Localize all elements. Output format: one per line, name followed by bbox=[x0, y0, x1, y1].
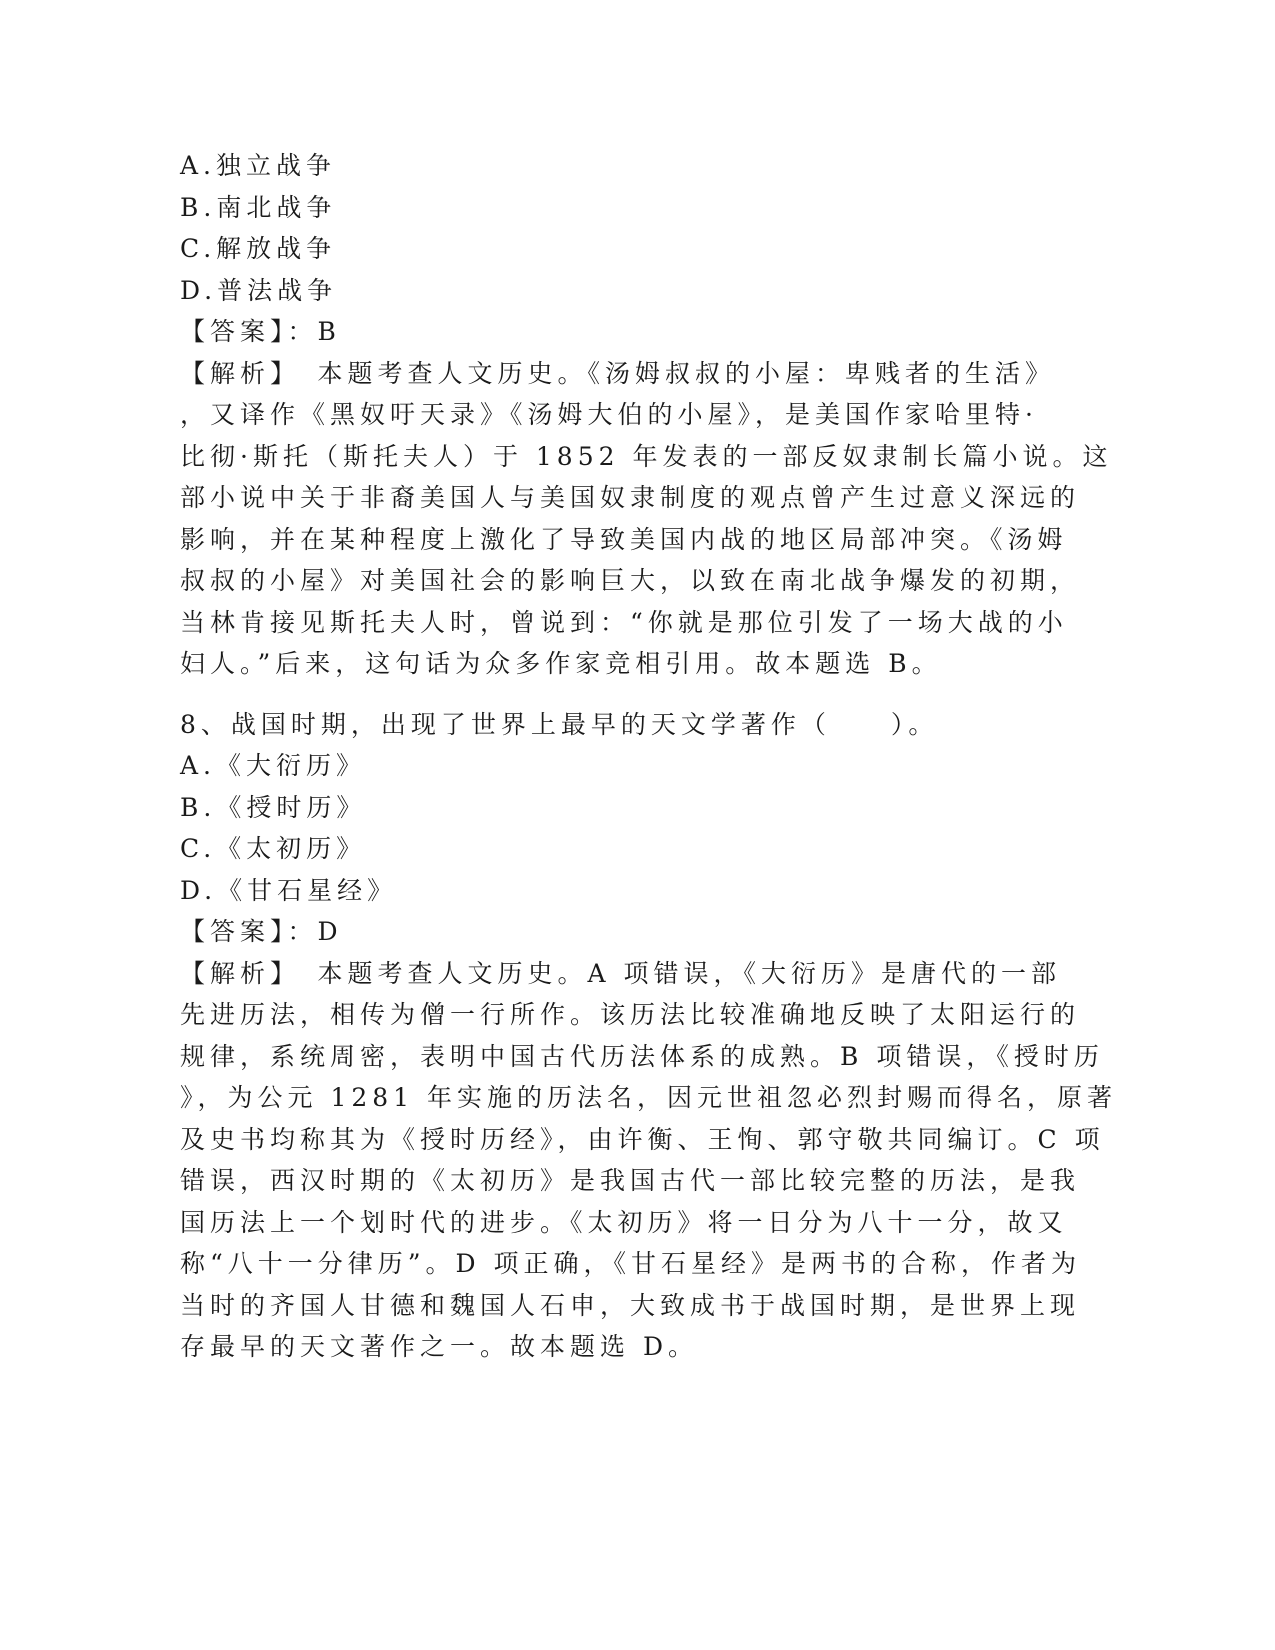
analysis-line: 及史书均称其为《授时历经》，由许衡、王恂、郭守敬共同编订。C 项 bbox=[180, 1124, 1105, 1154]
option-c: C.《太初历》 bbox=[180, 834, 367, 863]
analysis-paragraph bbox=[180, 353, 1113, 685]
analysis-line: 当林肯接见斯托夫人时，曾说到：“你就是那位引发了一场大战的小 bbox=[180, 607, 1068, 637]
analysis-line: 比彻·斯托（斯托夫人）于 1852 年发表的一部反奴隶制长篇小说。这 bbox=[180, 441, 1113, 471]
analysis-line: 国历法上一个划时代的进步。《太初历》将一日分为八十一分，故又 bbox=[180, 1207, 1068, 1237]
analysis-line: 【解析】 本题考查人文历史。A 项错误，《大衍历》是唐代的一部 bbox=[180, 958, 1062, 988]
option-d: D.《甘石星经》 bbox=[180, 875, 398, 905]
option-a: A.独立战争 bbox=[180, 151, 337, 180]
option-c: C.解放战争 bbox=[180, 234, 337, 263]
analysis-line: 错误，西汉时期的《太初历》是我国古代一部比较完整的历法，是我 bbox=[180, 1166, 1081, 1195]
question-7-block bbox=[180, 145, 1113, 685]
document-page bbox=[180, 145, 1118, 1368]
analysis-line: 当时的齐国人甘德和魏国人石申，大致成书于战国时期，是世界上现 bbox=[180, 1290, 1081, 1320]
analysis-line: 称“八十一分律历”。D 项正确，《甘石星经》是两书的合称，作者为 bbox=[180, 1249, 1082, 1278]
option-b: B.《授时历》 bbox=[180, 792, 367, 822]
analysis-line: 规律，系统周密，表明中国古代历法体系的成熟。B 项错误，《授时历 bbox=[180, 1041, 1104, 1071]
analysis-line: 叔叔的小屋》对美国社会的影响巨大，以致在南北战争爆发的初期， bbox=[180, 566, 1081, 595]
analysis-line: 部小说中关于非裔美国人与美国奴隶制度的观点曾产生过意义深远的 bbox=[180, 483, 1081, 512]
analysis-line: 妇人。”后来，这句话为众多作家竞相引用。故本题选 B。 bbox=[180, 649, 942, 678]
answer-line: 【答案】：D bbox=[180, 917, 343, 946]
analysis-line: ，又译作《黑奴吁天录》《汤姆大伯的小屋》，是美国作家哈里特· bbox=[180, 400, 1038, 429]
analysis-line: 存最早的天文著作之一。故本题选 D。 bbox=[180, 1332, 698, 1361]
analysis-paragraph bbox=[180, 953, 1118, 1368]
answer-line: 【答案】：B bbox=[180, 317, 341, 346]
option-b: B.南北战争 bbox=[180, 192, 337, 222]
analysis-line: 影响，并在某种程度上激化了导致美国内战的地区局部冲突。《汤姆 bbox=[180, 524, 1068, 554]
option-d: D.普法战争 bbox=[180, 275, 338, 305]
analysis-line: 【解析】 本题考查人文历史。《汤姆叔叔的小屋：卑贱者的生活》 bbox=[180, 358, 1056, 388]
question-gap bbox=[180, 685, 1075, 704]
question-text: 8、战国时期，出现了世界上最早的天文学著作（ ）。 bbox=[180, 709, 939, 739]
question-8-block bbox=[180, 704, 1118, 1368]
analysis-line: 先进历法，相传为僧一行所作。该历法比较准确地反映了太阳运行的 bbox=[180, 1000, 1081, 1029]
option-a: A.《大衍历》 bbox=[180, 751, 367, 780]
analysis-line: 》，为公元 1281 年实施的历法名，因元世祖忽必烈封赐而得名，原著 bbox=[180, 1083, 1118, 1112]
